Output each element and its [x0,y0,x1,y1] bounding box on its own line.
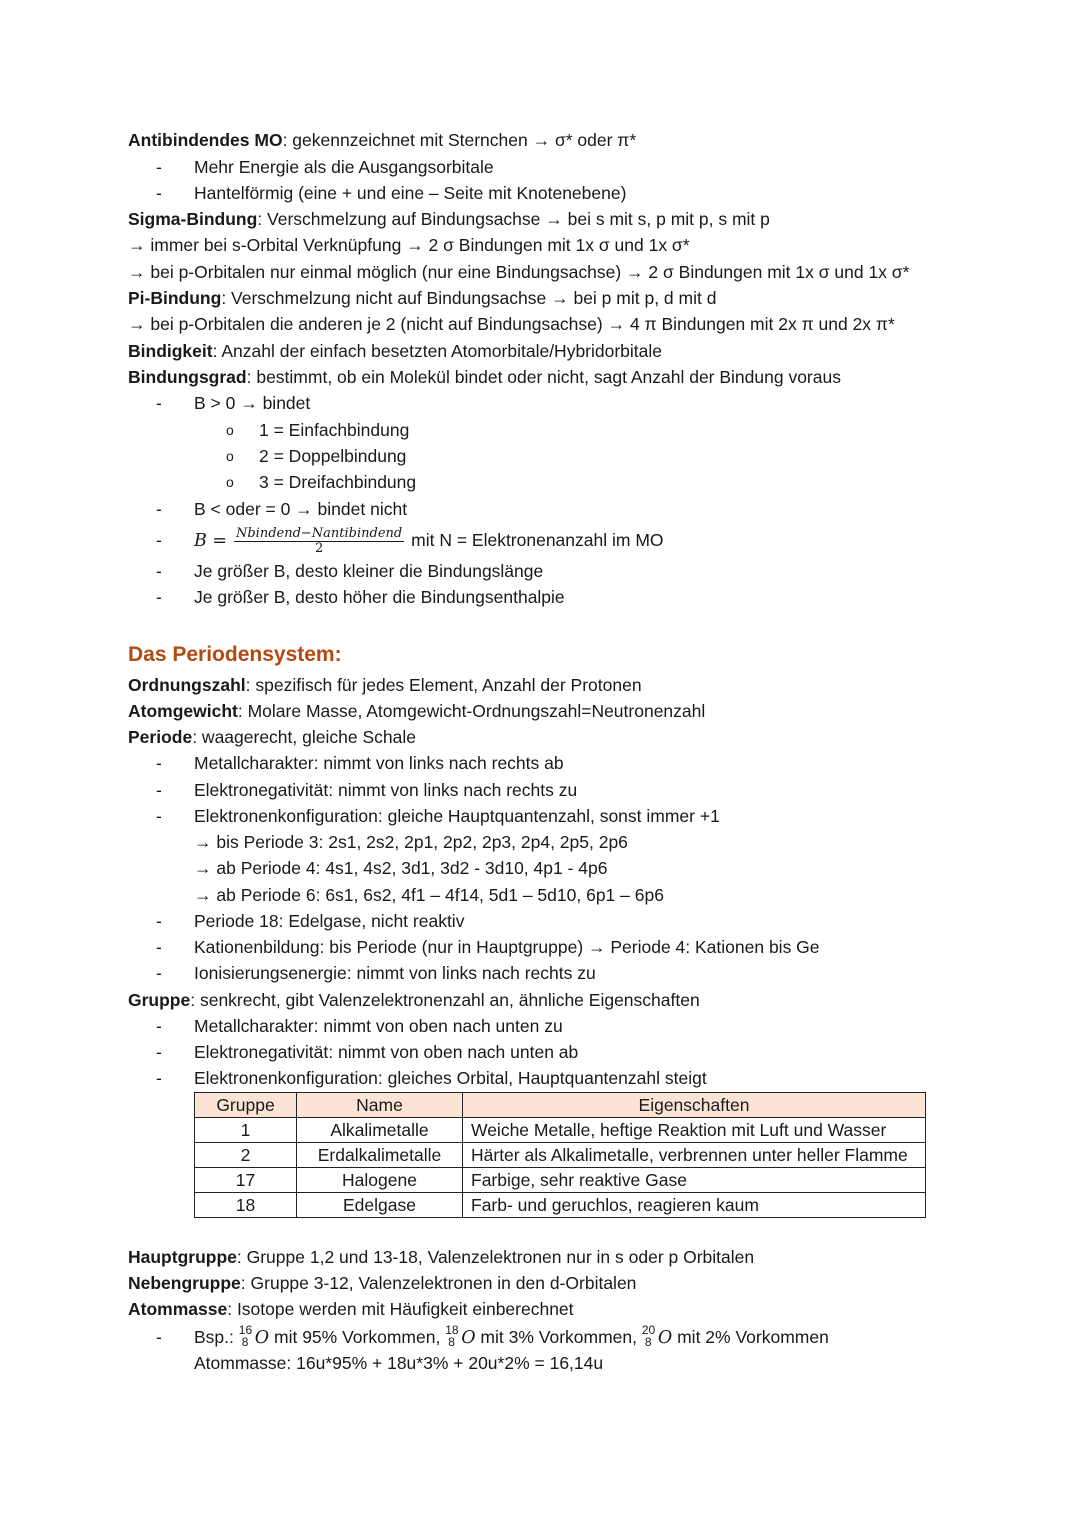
table-header: Name [297,1093,463,1118]
ordnungszahl-desc: : spezifisch für jedes Element, Anzahl der Protonen [245,675,642,695]
term-periode: Periode [128,727,193,747]
term-bindigkeit: Bindigkeit [128,341,213,361]
isotope-text: mit 3% Vorkommen, [480,1327,637,1347]
dash-bullet: - [156,587,162,607]
table-cell: Halogene [297,1168,463,1193]
list-item: B > 0 → bindet [194,393,311,413]
dash-bullet: - [156,1016,162,1036]
config-arrow-line: → bis Periode 3: 2s1, 2s2, 2p1, 2p2, 2p3, 2p4, 2p5, 2p6 [194,832,628,852]
isotope-mass: 18 [445,1323,459,1337]
table-header-row [195,1093,926,1118]
isotope-symbol: O [461,1328,476,1348]
dash-bullet: - [156,499,162,519]
formula-text: mit N = Elektronenanzahl im MO [411,530,664,550]
list-item: Kationenbildung: bis Periode (nur in Hauptgruppe) → Periode 4: Kationen bis Ge [194,937,820,957]
list-item: B < oder = 0 → bindet nicht [194,499,408,519]
term-sigma: Sigma-Bindung [128,209,258,229]
table-cell: Alkalimetalle [297,1118,463,1143]
list-item: Elektronenkonfiguration: gleiches Orbital, Hauptquantenzahl steigt [194,1068,707,1088]
atomgewicht-line [128,700,705,722]
term-bindungsgrad: Bindungsgrad [128,367,247,387]
gruppe-desc: : senkrecht, gibt Valenzelektronenzahl an, ähnliche Eigenschaften [190,990,700,1010]
sigma-arrow-line: → bei p-Orbitalen nur einmal möglich (nur eine Bindungsachse) → 2 σ Bindungen mit 1x σ und 1x σ* [128,262,910,282]
dash-bullet: - [156,530,162,550]
formula-numerator: Nbindend−Nantibindend [235,525,403,541]
formula-denominator: 2 [314,540,324,556]
dash-bullet: - [156,157,162,177]
isotope-notation [641,1323,658,1349]
gruppe-line [128,989,700,1011]
list-item: Ionisierungsenergie: nimmt von links nach rechts zu [194,963,596,983]
list-item: Elektronegativität: nimmt von oben nach unten ab [194,1042,579,1062]
table-row [195,1168,926,1193]
periode-line [128,726,416,748]
term-hauptgruppe: Hauptgruppe [128,1247,237,1267]
table-cell: 2 [195,1143,297,1168]
list-item: Mehr Energie als die Ausgangsorbitale [194,157,494,177]
circle-bullet-icon: o [226,448,234,464]
sub-list-item: 2 = Doppelbindung [259,446,407,466]
bond-order-formula [194,522,664,559]
sigma-arrow-line: → immer bei s-Orbital Verknüpfung → 2 σ Bindungen mit 1x σ und 1x σ* [128,235,690,255]
pi-desc: : Verschmelzung nicht auf Bindungsachse → bei p mit p, d mit d [221,288,717,308]
term-ordnungszahl: Ordnungszahl [128,675,246,695]
hauptgruppe-line [128,1246,754,1268]
sigma-desc: : Verschmelzung auf Bindungsachse → bei s mit s, p mit p, s mit p [257,209,770,229]
isotope-symbol: O [657,1328,673,1348]
atommasse-desc: : Isotope werden mit Häufigkeit einberechnet [227,1299,574,1319]
term-gruppe: Gruppe [128,990,191,1010]
antibindend-line [128,129,636,151]
list-item: Je größer B, desto kleiner die Bindungslänge [194,561,544,581]
sub-list-item: 1 = Einfachbindung [259,420,410,440]
sigma-line [128,208,770,230]
table-row [195,1193,926,1218]
table-cell: Edelgase [297,1193,463,1218]
dash-bullet: - [156,183,162,203]
table-cell: 17 [195,1168,297,1193]
formula-lhs: B = [194,531,228,551]
circle-bullet-icon: o [226,474,234,490]
table-cell: Erdalkalimetalle [297,1143,463,1168]
bindungsgrad-line [128,366,841,388]
dash-bullet: - [156,1042,162,1062]
dash-bullet: - [156,393,162,413]
config-arrow-line: → ab Periode 4: 4s1, 4s2, 3d1, 3d2 - 3d10, 4p1 - 4p6 [194,858,608,878]
dash-bullet: - [156,1327,162,1347]
list-item: Elektronegativität: nimmt von links nach rechts zu [194,780,578,800]
list-item: Je größer B, desto höher die Bindungsenthalpie [194,587,565,607]
term-atommasse: Atommasse [128,1299,228,1319]
list-item: Metallcharakter: nimmt von oben nach unten zu [194,1016,563,1036]
isotope-notation [238,1323,255,1349]
term-nebengruppe: Nebengruppe [128,1273,241,1293]
atomgewicht-desc: : Molare Masse, Atomgewicht-Ordnungszahl=Neutronenzahl [237,701,706,721]
term-atomgewicht: Atomgewicht [128,701,238,721]
list-item: Periode 18: Edelgase, nicht reaktiv [194,911,465,931]
nebengruppe-line [128,1272,636,1294]
formula-fraction [234,527,404,556]
isotope-number: 8 [644,1335,652,1349]
list-item: Hantelförmig (eine + und eine – Seite mit Knotenebene) [194,183,627,203]
dash-bullet: - [156,806,162,826]
table-cell: Weiche Metalle, heftige Reaktion mit Luft und Wasser [463,1118,926,1143]
dash-bullet: - [156,780,162,800]
table-cell: 18 [195,1193,297,1218]
bindigkeit-desc: : Anzahl der einfach besetzten Atomorbitale/Hybridorbitale [212,341,663,361]
list-item: Elektronenkonfiguration: gleiche Hauptquantenzahl, sonst immer +1 [194,806,720,826]
section-title: Das Periodensystem: [128,643,342,666]
atommasse-line [128,1298,574,1320]
isotope-mass: 20 [641,1323,656,1337]
dash-bullet: - [156,561,162,581]
isotope-text: mit 95% Vorkommen, [274,1327,441,1347]
isotope-mass: 16 [238,1323,253,1337]
table-row [195,1118,926,1143]
nebengruppe-desc: : Gruppe 3-12, Valenzelektronen in den d-Orbitalen [240,1273,637,1293]
dash-bullet: - [156,963,162,983]
groups-table [194,1092,926,1218]
dash-bullet: - [156,937,162,957]
isotope-notation [445,1323,461,1349]
config-arrow-line: → ab Periode 6: 6s1, 6s2, 4f1 – 4f14, 5d1 – 5d10, 6p1 – 6p6 [194,885,664,905]
periode-desc: : waagerecht, gleiche Schale [192,727,416,747]
table-header: Eigenschaften [463,1093,926,1118]
term-pi: Pi-Bindung [128,288,222,308]
example-label: Bsp.: [194,1327,234,1347]
isotope-example [194,1323,829,1349]
bindigkeit-line [128,340,662,362]
circle-bullet-icon: o [226,422,234,438]
dash-bullet: - [156,911,162,931]
antibindend-desc: : gekennzeichnet mit Sternchen → σ* oder π* [282,130,637,150]
atommasse-calc: Atommasse: 16u*95% + 18u*3% + 20u*2% = 16,14u [194,1353,604,1373]
pi-arrow-line: → bei p-Orbitalen die anderen je 2 (nicht auf Bindungsachse) → 4 π Bindungen mit 2x π und 2x π* [128,314,895,334]
pi-line [128,287,716,309]
list-item: Metallcharakter: nimmt von links nach rechts ab [194,753,564,773]
sub-list-item: 3 = Dreifachbindung [259,472,417,492]
isotope-text: mit 2% Vorkommen [677,1327,829,1347]
dash-bullet: - [156,1068,162,1088]
table-header: Gruppe [195,1093,297,1118]
isotope-number: 8 [241,1335,249,1349]
isotope-symbol: O [254,1328,270,1348]
dash-bullet: - [156,753,162,773]
ordnungszahl-line [128,674,642,696]
bindungsgrad-desc: : bestimmt, ob ein Molekül bindet oder nicht, sagt Anzahl der Bindung voraus [246,367,841,387]
table-row [195,1143,926,1168]
table-cell: Farbige, sehr reaktive Gase [463,1168,926,1193]
table-cell: Farb- und geruchlos, reagieren kaum [463,1193,926,1218]
hauptgruppe-desc: : Gruppe 1,2 und 13-18, Valenzelektronen nur in s oder p Orbitalen [236,1247,755,1267]
table-cell: Härter als Alkalimetalle, verbrennen unter heller Flamme [463,1143,926,1168]
term-antibindend: Antibindendes MO [128,130,283,150]
isotope-number: 8 [448,1335,455,1349]
table-cell: 1 [195,1118,297,1143]
